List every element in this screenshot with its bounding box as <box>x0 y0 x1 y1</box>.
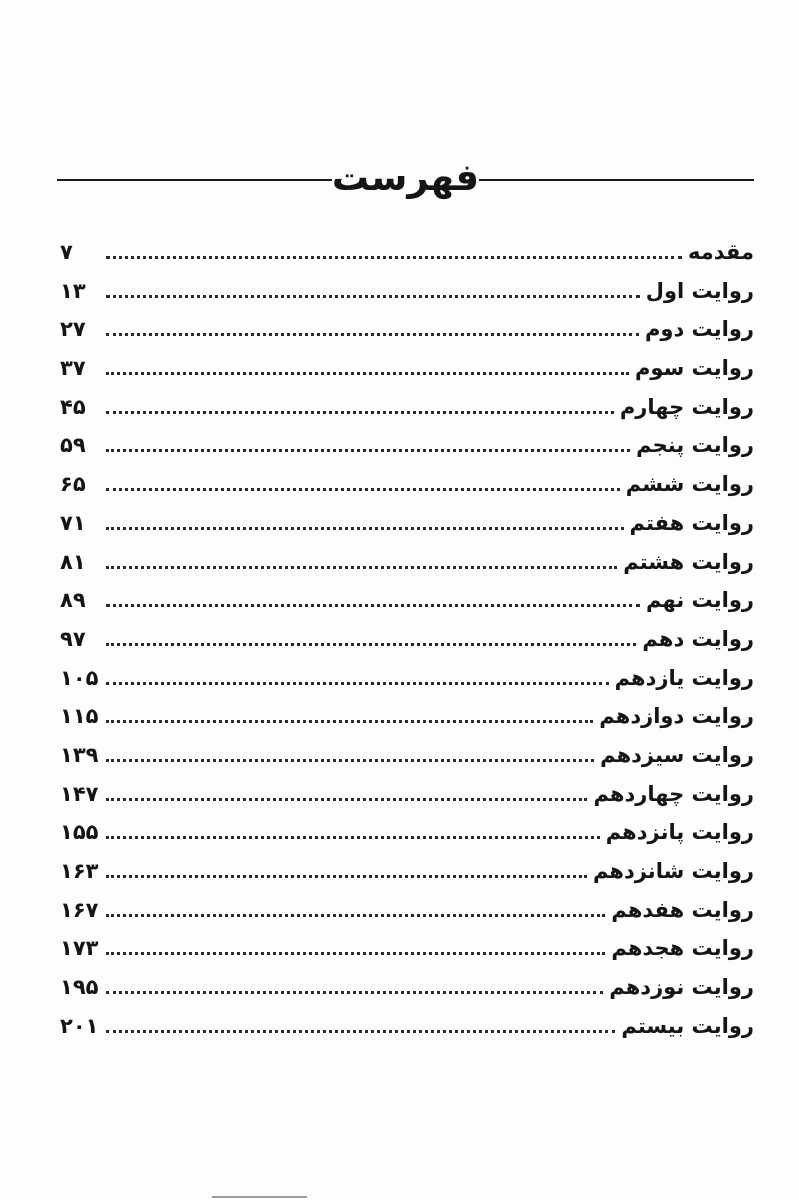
toc-entry-label: روایت چهاردهم <box>593 781 754 806</box>
toc-entry <box>60 1014 754 1053</box>
toc-entry-label: روایت دوازدهم <box>599 704 754 729</box>
toc-entry <box>60 511 754 550</box>
toc-entry-page: ۸۱ <box>60 549 86 574</box>
toc-leader-dots <box>106 604 640 607</box>
toc-entry <box>60 356 754 395</box>
toc-leader-dots <box>106 682 609 685</box>
toc-entry <box>60 666 754 705</box>
toc-entry-label: روایت ششم <box>625 472 754 497</box>
toc-entry-label: روایت یازدهم <box>614 665 754 690</box>
toc-entry-label: روایت هفتم <box>629 510 754 535</box>
toc-entry-label: روایت نهم <box>646 588 754 613</box>
toc-entry-page: ۱۴۷ <box>60 781 99 806</box>
toc-entry-page: ۱۰۵ <box>60 665 99 690</box>
toc-header <box>57 152 754 204</box>
toc-leader-dots <box>106 914 605 917</box>
toc-entry <box>60 433 754 472</box>
toc-entry <box>60 936 754 975</box>
toc-entry-page: ۱۹۵ <box>60 975 99 1000</box>
toc-entry-label: روایت پانزدهم <box>605 820 754 845</box>
toc-entry-page: ۱۷۳ <box>60 936 99 961</box>
toc-entry-label: روایت بیستم <box>621 1013 754 1038</box>
toc-entry-label: روایت دهم <box>642 626 754 651</box>
toc-leader-dots <box>106 952 605 955</box>
toc-entry-page: ۹۷ <box>60 626 86 651</box>
toc-entry-page: ۷ <box>60 240 73 264</box>
toc-entry-label: روایت سوم <box>635 356 754 381</box>
toc-entry-page: ۱۵۵ <box>60 820 99 845</box>
toc-entry-page: ۱۳۹ <box>60 742 99 767</box>
toc-leader-dots <box>106 875 587 878</box>
toc-entry <box>60 279 754 318</box>
toc-entry <box>60 975 754 1014</box>
toc-entry-label: روایت سیزدهم <box>600 742 754 767</box>
toc-entry-page: ۱۶۳ <box>60 859 99 883</box>
toc-entry <box>60 782 754 821</box>
toc-entry-page: ۴۵ <box>60 394 86 419</box>
toc-leader-dots <box>106 372 629 375</box>
toc-entry-label: روایت پنجم <box>636 433 754 458</box>
toc-leader-dots <box>106 527 624 530</box>
toc-entry-page: ۸۹ <box>60 588 86 613</box>
toc-leader-dots <box>106 1030 615 1033</box>
toc-leader-dots <box>106 798 587 801</box>
toc-leader-dots <box>106 991 603 994</box>
toc-entry <box>60 743 754 782</box>
toc-entry <box>60 820 754 859</box>
toc-entry-page: ۱۱۵ <box>60 704 99 729</box>
toc-entry-label: روایت هفدهم <box>611 897 754 922</box>
toc-leader-dots <box>106 295 640 298</box>
toc-entry <box>60 317 754 356</box>
toc-entry <box>60 859 754 898</box>
toc-entry <box>60 704 754 743</box>
toc-entry-label: روایت نوزدهم <box>609 975 754 1000</box>
page-edge-mark <box>212 1196 307 1198</box>
toc-leader-dots <box>106 643 636 646</box>
toc-entry <box>60 627 754 666</box>
toc-entry-label: روایت اول <box>645 278 754 303</box>
toc-leader-dots <box>106 566 617 569</box>
toc-entry <box>60 550 754 589</box>
toc-leader-dots <box>106 256 682 259</box>
toc-entry-page: ۳۷ <box>60 356 86 381</box>
toc-entry-page: ۵۹ <box>60 433 86 458</box>
toc-entry-label: روایت هجدهم <box>611 936 754 961</box>
toc-entry-label: روایت هشتم <box>623 549 754 574</box>
toc-entry-page: ۶۵ <box>60 472 86 497</box>
table-of-contents <box>60 240 754 1052</box>
toc-entry <box>60 472 754 511</box>
toc-entry-page: ۱۶۷ <box>60 897 99 922</box>
toc-entry <box>60 240 754 279</box>
toc-leader-dots <box>106 759 594 762</box>
toc-entry <box>60 395 754 434</box>
page-title: فهرست <box>331 156 480 199</box>
toc-leader-dots <box>106 836 600 839</box>
toc-leader-dots <box>106 720 593 723</box>
toc-leader-dots <box>106 333 639 336</box>
toc-leader-dots <box>106 449 630 452</box>
toc-entry-label: روایت دوم <box>645 317 754 342</box>
toc-entry <box>60 588 754 627</box>
toc-entry-label: روایت چهارم <box>619 394 754 419</box>
toc-entry-page: ۲۷ <box>60 317 86 342</box>
toc-entry-page: ۱۳ <box>60 278 86 303</box>
toc-entry-page: ۲۰۱ <box>60 1013 99 1038</box>
toc-entry-label: روایت شانزدهم <box>592 859 754 883</box>
toc-leader-dots <box>106 411 614 414</box>
toc-leader-dots <box>106 488 620 491</box>
toc-entry <box>60 898 754 937</box>
toc-entry-label: مقدمه <box>688 240 754 264</box>
toc-entry-page: ۷۱ <box>60 510 86 535</box>
